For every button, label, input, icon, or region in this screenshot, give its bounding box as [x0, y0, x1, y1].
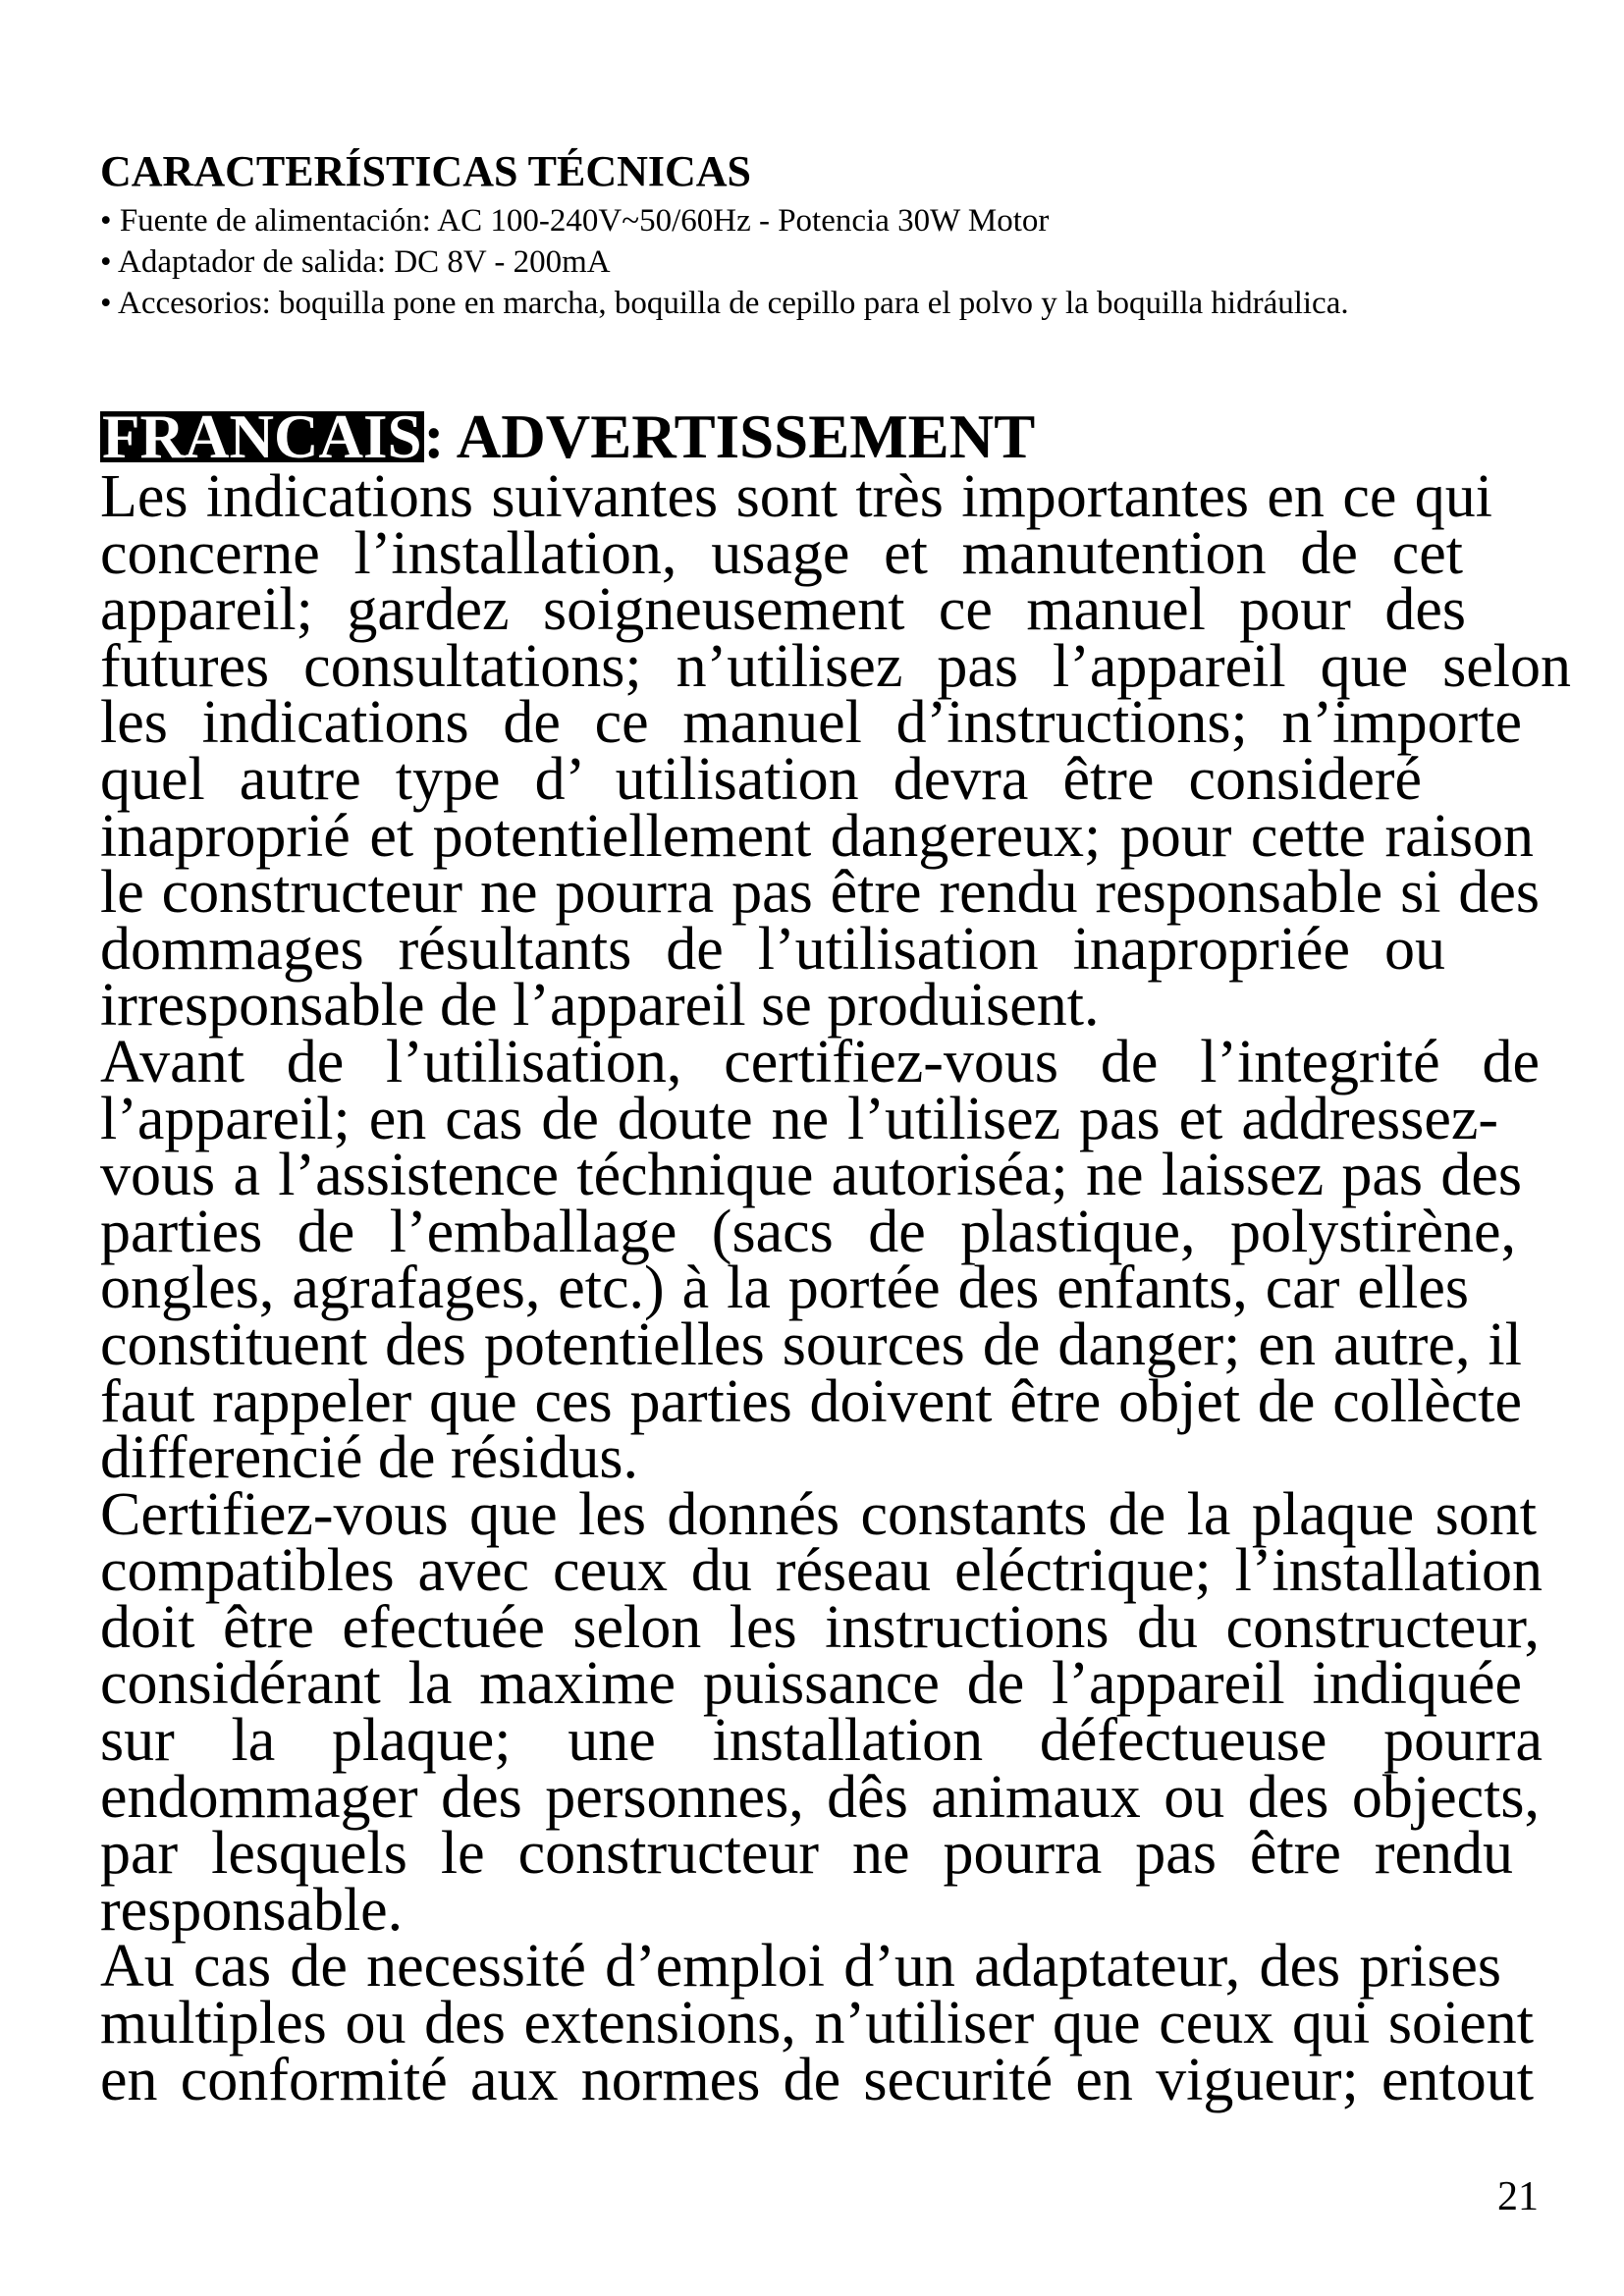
text-line: par lesquels le constructeur ne pourra pas être rendu [100, 1820, 1513, 1888]
paragraph [100, 463, 1571, 1040]
text-line: vous a l’assistence téchnique autoriséa; ne laissez pas des [100, 1142, 1522, 1209]
specs-list [100, 200, 1349, 324]
text-line: appareil; gardez soigneusement ce manuel pour des [100, 576, 1466, 644]
warning-body [100, 463, 1571, 2113]
spec-item [100, 200, 1349, 241]
text-line: faut rappeler que ces parties doivent être objet de collècte [100, 1367, 1522, 1435]
text-line: endommager des personnes, dês animaux ou des objects, [100, 1763, 1540, 1831]
paragraph [100, 1933, 1571, 2113]
text-line: ongles, agrafages, etc.) à la portée des enfants, car elles [100, 1255, 1469, 1322]
text-line: differencié de résidus. [100, 1424, 639, 1492]
language-label: FRANCAIS [102, 402, 422, 471]
text-line: les indications de ce manuel d’instructions; n’importe [100, 689, 1522, 757]
specs-title: CARACTERÍSTICAS TÉCNICAS [100, 147, 752, 195]
text-line: quel autre type d’ utilisation devra être consideré [100, 745, 1422, 813]
text-line: le constructeur ne pourra pas être rendu responsable si des [100, 859, 1540, 927]
spec-item [100, 241, 1349, 283]
text-line: constituent des potentielles sources de danger; en autre, il [100, 1310, 1522, 1378]
page-number: 21 [1497, 2174, 1539, 2219]
bullet-marker: • [100, 286, 112, 321]
text-line: dommages résultants de l’utilisation inapropriée ou [100, 915, 1445, 983]
bullet-marker: • [100, 203, 112, 239]
text-line: multiples ou des extensions, n’utiliser que ceux qui soient [100, 1990, 1534, 2057]
text-line: Les indications suivantes sont très importantes en ce qui [100, 463, 1492, 530]
spec-item [100, 283, 1349, 324]
warning-heading [100, 402, 1036, 471]
warning-title: ADVERTISSEMENT [456, 402, 1036, 471]
text-line: considérant la maxime puissance de l’appareil indiquée [100, 1650, 1522, 1718]
text-line: futures consultations; n’utilisez pas l’appareil que selon [100, 632, 1571, 700]
text-line: Certifiez-vous que les donnés constants de la plaque sont [100, 1480, 1537, 1548]
text-line: irresponsable de l’appareil se produisent. [100, 972, 1100, 1040]
paragraph [100, 1480, 1571, 1944]
spec-item-text: Fuente de alimentación: AC 100-240V~50/60Hz - Potencia 30W Motor [119, 203, 1050, 239]
bullet-marker: • [100, 244, 112, 280]
spec-item-text: Adaptador de salida: DC 8V - 200mA [118, 244, 611, 280]
text-line: responsable. [100, 1876, 404, 1944]
heading-separator: : [423, 402, 445, 471]
text-line: inaproprié et potentiellement dangereux; pour cette raison [100, 802, 1534, 870]
text-line: parties de l’emballage (sacs de plastique, polystirène, [100, 1198, 1516, 1265]
paragraph [100, 1028, 1571, 1492]
text-line: sur la plaque; une installation défectueuse pourra [100, 1707, 1543, 1775]
text-line: compatibles avec ceux du réseau eléctrique; l’installation [100, 1537, 1543, 1605]
text-line: doit être efectuée selon les instructions du constructeur, [100, 1593, 1540, 1661]
text-line: l’appareil; en cas de doute ne l’utilisez pas et addressez- [100, 1085, 1498, 1152]
text-line: en conformité aux normes de securité en vigueur; entout [100, 2046, 1534, 2113]
text-line: Avant de l’utilisation, certifiez-vous de l’integrité de [100, 1028, 1540, 1095]
text-line: concerne l’installation, usage et manutention de cet [100, 519, 1463, 587]
spec-item-text: Accesorios: boquilla pone en marcha, boquilla de cepillo para el polvo y la boquilla hidráulica. [118, 286, 1349, 321]
text-line: Au cas de necessité d’emploi d’un adaptateur, des prises [100, 1933, 1501, 2001]
